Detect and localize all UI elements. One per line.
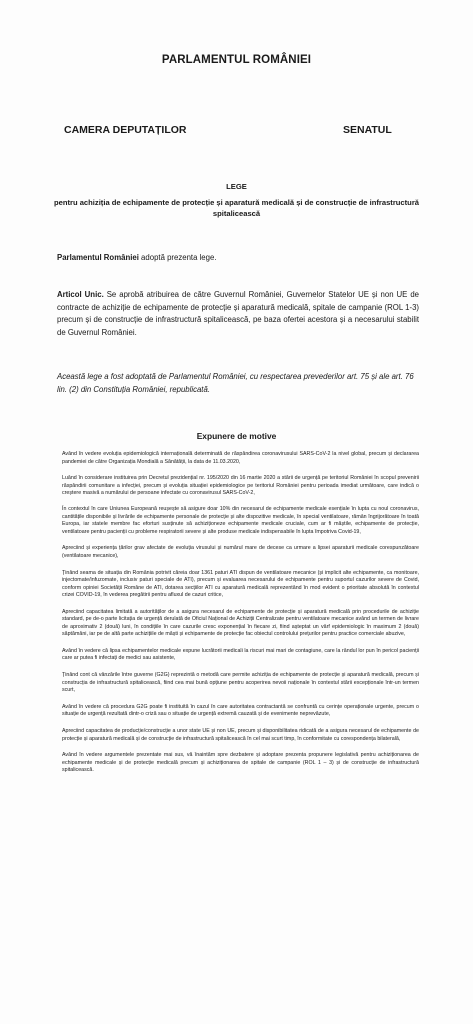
motive-paragraph: Având în vedere evoluția epidemiologică internațională determinată de răspândirea coronavirusului SARS-CoV-2 la nivel global, precum și declararea pandemiei de către Organizația Mondială a Sănătății, la data de 11.03.2020,: [62, 451, 419, 465]
motives-body: [62, 451, 419, 784]
motive-paragraph: Având în vedere că procedura G2G poate fi instituită în cazul în care autoritatea contractantă se confruntă cu cerințe operaționale urgente, precum o situație de urgență rezultată dintr-o criză sau o situație de urgență extremă cauzată și de evenimente neprevăzute,: [62, 703, 419, 718]
law-label: LEGE: [226, 182, 247, 191]
motive-paragraph: Ținând seama de situația din România potrivit căreia doar 1361 paturi ATI dispun de ventilatoare mecanice (și implicit alte echipamente, ca monitoare, injectomate/infuzomate, inclusiv paturi speciale de ATI), precum și evaluarea necesarului de echipamente pentru suportul cazurilor severe de Covid, conform opiniei Societății Române de ATI, dotarea secțiilor ATI cu aparatură medicală reprezentând în mod evident o prioritate absolută în contextul crizei COVID-19, în vederea pregătirii pentru afluxul de cazuri critice,: [62, 569, 419, 599]
law-title: pentru achiziția de echipamente de protecție și aparatură medicală și de construcție de infrastructură spitalicească: [53, 198, 420, 218]
motive-paragraph: Apreciind capacitatea limitată a autorităților de a asigura necesarul de echipamente de protecție și aparatură medicală prin procedurile de achiziție standard, pe de-o parte licitația de urgență derulată de Oficiul Național de Achiziții Centralizate pentru ventilatoare mecanice având un termen de livrare de aproximativ 2 (două) luni, în condițiile în care cazurile cresc exponențial în fiecare zi, fiind așteptat un vârf epidemiologic în maximum 2 (două) săptămâni, iar pe de altă parte achizițiile de măști și echipamente de protecție fac obiectul controlului prețurilor pentru practice comerciale abuzive,: [62, 608, 419, 638]
article-label: Articol Unic.: [57, 290, 104, 299]
motive-paragraph: Având în vedere argumentele prezentate mai sus, vă înaintăm spre dezbatere și adoptare prezenta propunere legislativă pentru achiziționarea de echipamente medicale și de protecție medicală precum și achiziționarea de spitale de campanie (ROL 1 – 3) și de construcție de infrastructură spitalicească.: [62, 752, 419, 774]
motive-paragraph: În contextul în care Uniunea Europeană reușește să asigure doar 10% din necesarul de echipamente medicale esențiale în lupta cu noul coronavirus, cantitățile disponibile și livrările de echipamente personale de protecție și alte dispozitive medicale, în special ventilatoare, rămân îngrijorătoare în toată Europa, iar statele membre fac eforturi susținute să achiziționeze echipamente medicale cruciale, cum ar fi măștile, echipamente de protecție, ventilatoare pentru pacienții cu probleme respiratorii severe și alte produse medicale indispensabile în lupta împotriva Covid-19,: [62, 506, 419, 535]
chamber-deputies-label: CAMERA DEPUTAȚILOR: [64, 124, 187, 136]
motive-paragraph: Apreciind și experiența țărilor grav afectate de evoluția virusului și numărul mare de decese ca urmare a lipsei aparaturii medicale corespunzătoare (ventilatoare mecanice),: [62, 545, 419, 559]
adoption-statement: [57, 253, 427, 262]
motive-paragraph: Luând în considerare instituirea prin Decretul prezidențial nr. 195/2020 din 16 martie 2020 a stării de urgență pe teritoriul României în scopul prevenirii răspândirii comunitare a infecției, precum și evoluția situației epidemiologice pe teritoriul României pentru perioada imediat următoare, care indică o creștere masivă a numărului de persoane infectate cu coronavirusul SARS-CoV-2,: [62, 475, 419, 497]
motive-paragraph: Ținând cont că vânzările între guverne (G2G) reprezintă o metodă care permite achiziția de echipamente de protecție și aparatură medicală, precum și construcția de infrastructură spitalicească, fiind cea mai bună opțiune pentru acoperirea nevoii naționale în contextul stării excepționale într-un termen scurt,: [62, 672, 419, 694]
adoption-subject: Parlamentul României: [57, 253, 139, 262]
motive-paragraph: Având în vedere că lipsa echipamentelor medicale expune lucrătorii medicali la riscuri mai mari de contagiune, care la rândul lor pun în pericol pacienții care ar putea fi infectați de medici sau asistente,: [62, 647, 419, 662]
senate-label: SENATUL: [343, 124, 392, 136]
adoption-text: adoptă prezenta lege.: [138, 253, 217, 262]
motive-paragraph: Apreciind capacitatea de producție/construcție a unor state UE și non UE, precum și disponibilitatea ridicată de a asigura necesarul de echipamente de protecție și aparatură medicală și de construcție de infrastructură spitalicească în cel mai scurt timp, în conformitate cu corespondența bilaterală,: [62, 728, 419, 742]
motives-title: Expunere de motive: [196, 431, 277, 441]
article-text: Se aprobă atribuirea de către Guvernul României, Guvernelor Statelor UE și non UE de contracte de achiziție de echipamente de protecție și aparatură medicală, spitale de campanie (ROL 1-3) precum și de construcție de infrastructură spitalicească, pe baza ofertei acestora și a necesarului stabilit de Guvernul României.: [57, 290, 420, 337]
parliament-title: PARLAMENTUL ROMÂNIEI: [161, 54, 312, 66]
adoption-note: Această lege a fost adoptată de Parlamentul României, cu respectarea prevederilor art. 75 și ale art. 76 lin. (2) din Constituția României, republicată.: [57, 372, 414, 394]
single-article: [57, 289, 419, 339]
